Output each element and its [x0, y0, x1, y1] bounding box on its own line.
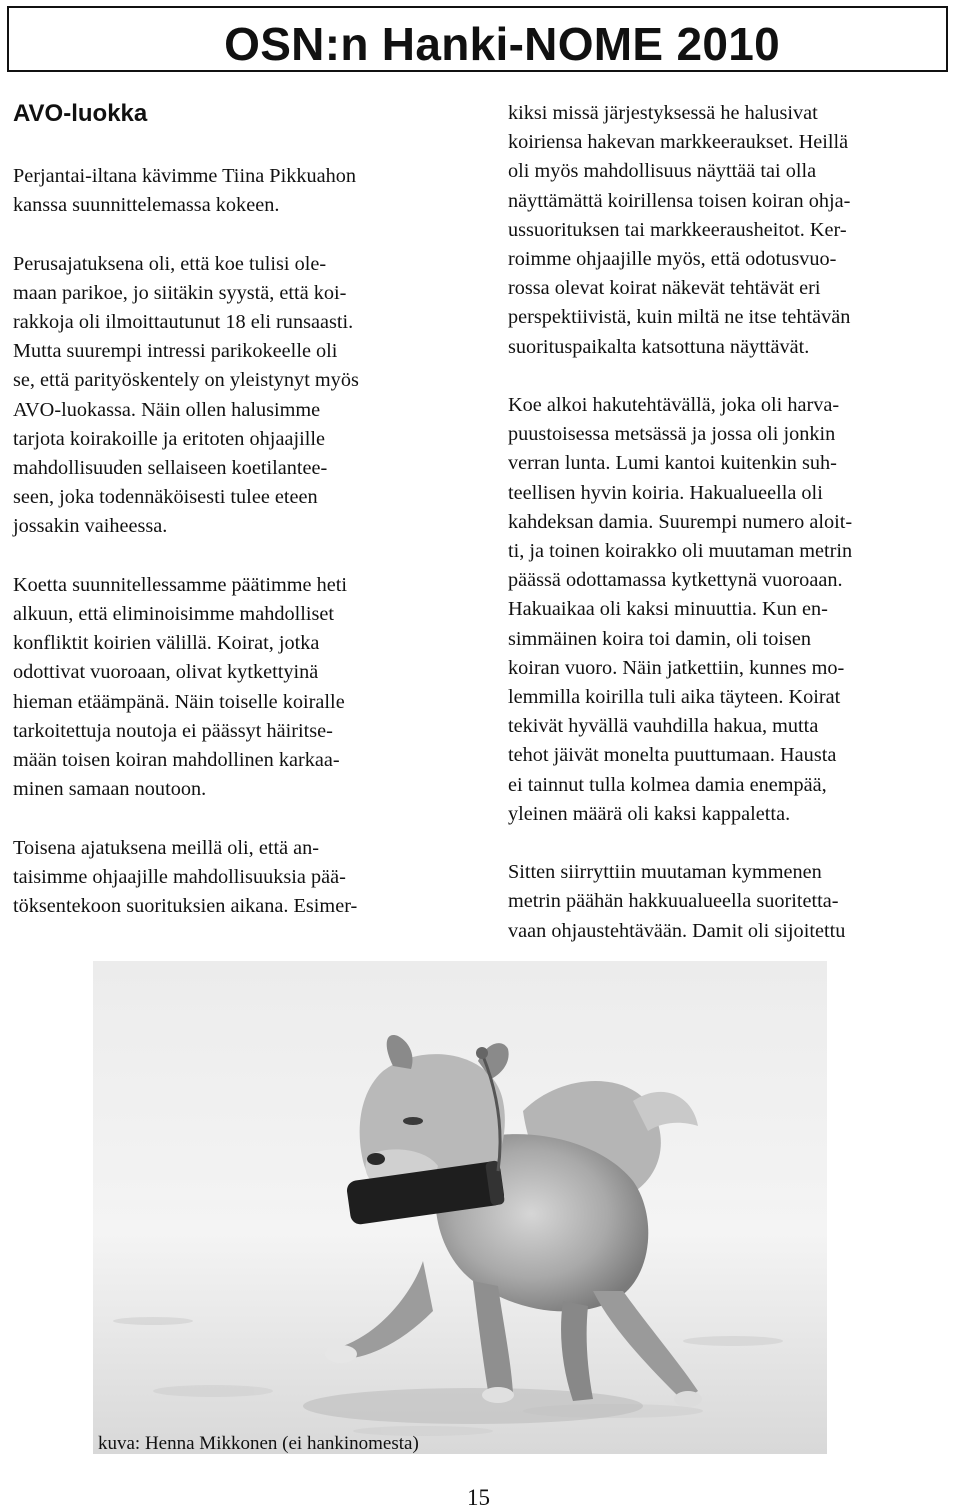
- paragraph: Koe alkoi hakutehtävällä, joka oli harva- puustoisessa metsässä ja jossa oli jonkin verran lunta. Lumi kantoi kuitenkin suh- teellisen hyvin koiria. Hakualueella oli kahdeksan damia. Suurempi numero aloit- ti, ja toinen koirakko oli muutaman metrin päässä odottamassa kytkettynä vuoroaan. Hakuaikaa oli kaksi minuuttia. Kun en- simmäinen koira toi damin, oli toisen koiran vuoro. Näin jatkettiin, kunnes mo- lemmilla koirilla tuli aika täyteen. Koirat tekivät hyvällä vauhdilla hakua, mutta tehot jäivät monelta puuttumaan. Hausta ei tainnut tulla kolmea damia enempää, yleinen määrä oli kaksi kappaletta.: [508, 394, 853, 825]
- right-column: [508, 99, 948, 946]
- header-box: [7, 6, 948, 72]
- left-column: [13, 162, 453, 921]
- paragraph: kiksi missä järjestyksessä he halusivat koiriensa hakevan markkeeraukset. Heillä oli myös mahdollisuus näyttää tai olla näyttämättä koirillensa toisen koiran ohja- ussuorituksen tai markkeerausheitot. Ker- roimme ohjaajille myös, että odotusvuo- rossa olevat koirat näkevät tehtävät eri perspektiivistä, kuin miltä ne itse tehtävän suorituspaikalta katsottuna näyttävät.: [508, 102, 851, 358]
- page-title: OSN:n Hanki-NOME 2010: [224, 18, 780, 70]
- page-number: 15: [467, 1485, 490, 1510]
- section-heading: AVO-luokka: [13, 100, 148, 127]
- paragraph: Koetta suunnitellessamme päätimme heti alkuun, että eliminoisimme mahdolliset konfliktit koirien välillä. Koirat, jotka odottivat vuoroaan, olivat kytkettyinä hieman etäämpänä. Näin toiselle koiralle tarkoitettuja noutoja ei päässyt häiritse- mään toisen koiran mahdollinen karkaa- minen samaan noutoon.: [13, 573, 347, 801]
- paragraph: Toisena ajatuksena meillä oli, että an- taisimme ohjaajille mahdollisuuksia pää- töksentekoon suorituksien aikana. Esimer-: [13, 836, 358, 918]
- dog-photo: [93, 961, 827, 1454]
- photo-caption: kuva: Henna Mikkonen (ei hankinomesta): [98, 1433, 419, 1454]
- paragraph: Sitten siirryttiin muutaman kymmenen metrin päähän hakkuualueella suoritetta- vaan ohjaustehtävään. Damit oli sijoitettu: [508, 861, 846, 942]
- paragraph: Perjantai-iltana kävimme Tiina Pikkuahon kanssa suunnittelemassa kokeen.: [13, 165, 357, 217]
- paragraph: Perusajatuksena oli, että koe tulisi ole- maan parikoe, jo siitäkin syystä, että koi- rakkoja oli ilmoittautunut 18 eli runsaasti. Mutta suurempi intressi parikokeelle oli se, että parityöskentely on yleistynyt myös AVO-luokassa. Näin ollen halusimme tarjota koirakoille ja eritoten ohjaajille mahdollisuuden sellaiseen koetilantee- seen, joka todennäköisesti tulee eteen jossakin vaiheessa.: [13, 252, 359, 538]
